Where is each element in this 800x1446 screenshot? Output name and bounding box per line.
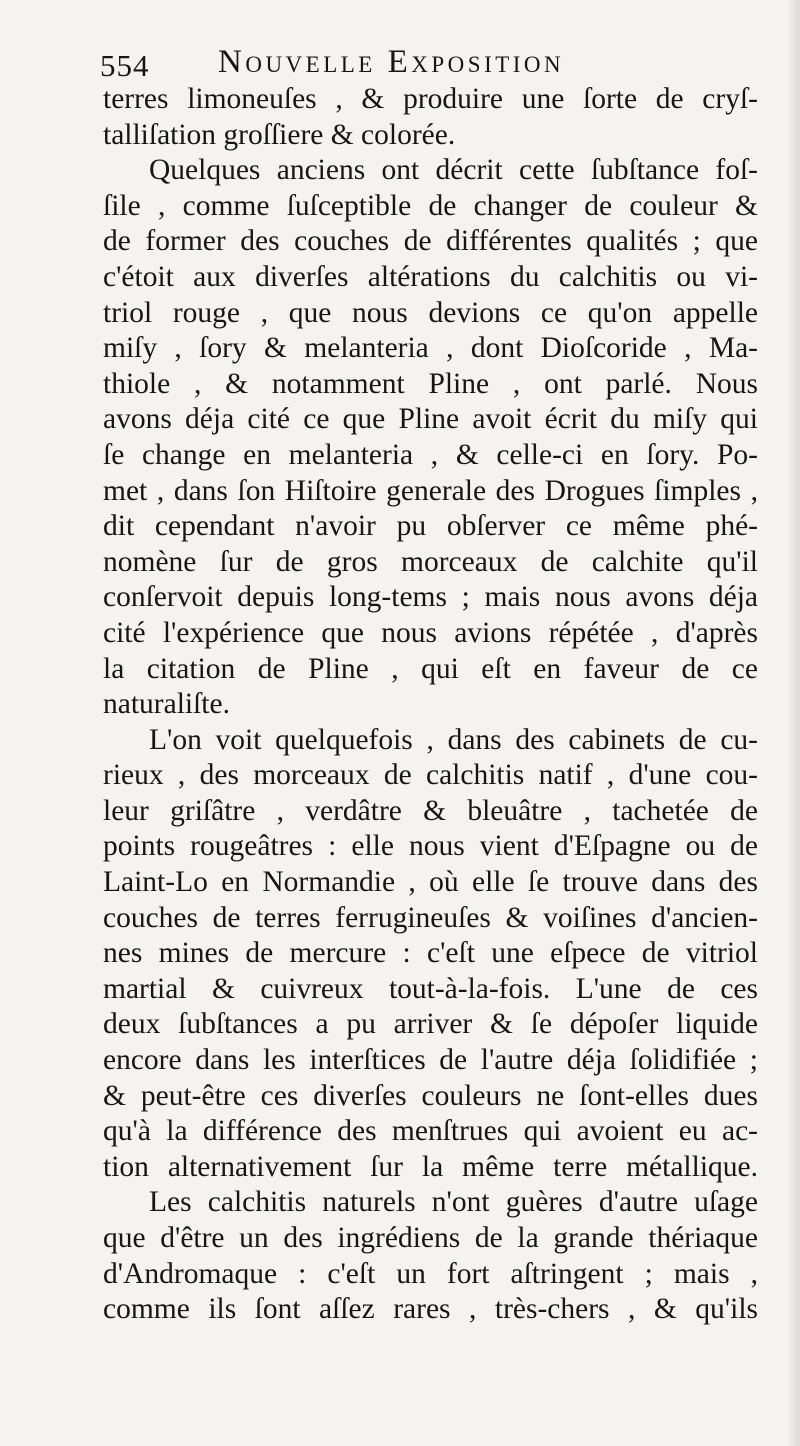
text-line: nomène ſur de gros morceaux de calchite qu'il (103, 545, 758, 578)
text-line: ſile , comme ſuſceptible de changer de couleur & (103, 189, 758, 222)
text-line: avons déja cité ce que Pline avoit écrit du miſy qui (103, 403, 758, 436)
text-line: encore dans les interſtices de l'autre déja ſolidifiée ; (103, 1044, 758, 1077)
text-line: dit cependant n'avoir pu obſerver ce même phé- (103, 510, 758, 543)
text-line: Les calchitis naturels n'ont guères d'autre uſage (149, 1186, 758, 1219)
text-line: cité l'expérience que nous avions répétée , d'après (103, 616, 758, 649)
text-line: met , dans ſon Hiſtoire generale des Drogues ſimples , (103, 474, 758, 507)
body-text (103, 82, 758, 1328)
text-line: nes mines de mercure : c'eſt une eſpece de vitriol (103, 937, 758, 970)
running-head: Nouvelle Exposition (218, 44, 565, 80)
text-line: tion alternativement ſur la même terre métallique. (103, 1150, 758, 1183)
text-line: talliſation groſſiere & colorée. (103, 118, 456, 151)
text-line: Quelques anciens ont décrit cette ſubſtance foſ- (149, 154, 758, 187)
text-line: qu'à la différence des menſtrues qui avoient eu ac- (103, 1115, 758, 1148)
text-line: de former des couches de différentes qualités ; que (103, 225, 758, 258)
text-line: Laint-Lo en Normandie , où elle ſe trouve dans des (103, 866, 758, 899)
text-line: leur griſâtre , verdâtre & bleuâtre , tachetée de (103, 794, 758, 827)
text-line: la citation de Pline , qui eſt en faveur de ce (103, 652, 758, 685)
text-line: ſe change en melanteria , & celle-ci en ſory. Po- (103, 438, 758, 471)
text-line: que d'être un des ingrédiens de la grande thériaque (103, 1222, 758, 1254)
text-line: points rougeâtres : elle nous vient d'Eſpagne ou de (103, 830, 758, 863)
text-line: naturaliſte. (103, 688, 230, 721)
text-line: terres limoneuſes , & produire une ſorte de cryſ- (103, 83, 758, 115)
text-line: c'étoit aux diverſes altérations du calchitis ou vi- (103, 260, 758, 293)
text-line: triol rouge , que nous devions ce qu'on appelle (103, 296, 758, 329)
text-line: rieux , des morceaux de calchitis natif , d'une cou- (103, 759, 758, 792)
text-line: deux ſubſtances a pu arriver & ſe dépoſer liquide (103, 1008, 758, 1041)
page-header (100, 40, 660, 83)
text-line: & peut-être ces diverſes couleurs ne ſont-elles dues (103, 1079, 758, 1112)
text-line: thiole , & notamment Pline , ont parlé. Nous (103, 367, 758, 400)
page-edge-shadow (786, 0, 800, 1446)
text-line: couches de terres ferrugineuſes & voiſines d'ancien- (103, 901, 758, 934)
text-line: conſervoit depuis long-tems ; mais nous avons déja (103, 581, 758, 614)
text-line: miſy , ſory & melanteria , dont Dioſcoride , Ma- (103, 332, 758, 365)
text-line: comme ils ſont aſſez rares , très-chers , & qu'ils (103, 1293, 758, 1326)
text-line: martial & cuivreux tout-à-la-fois. L'une de ces (103, 972, 758, 1005)
text-line: L'on voit quelquefois , dans des cabinets de cu- (149, 723, 758, 756)
text-line: d'Andromaque : c'eſt un fort aſtringent ; mais , (103, 1257, 758, 1290)
page-number: 554 (100, 48, 150, 83)
